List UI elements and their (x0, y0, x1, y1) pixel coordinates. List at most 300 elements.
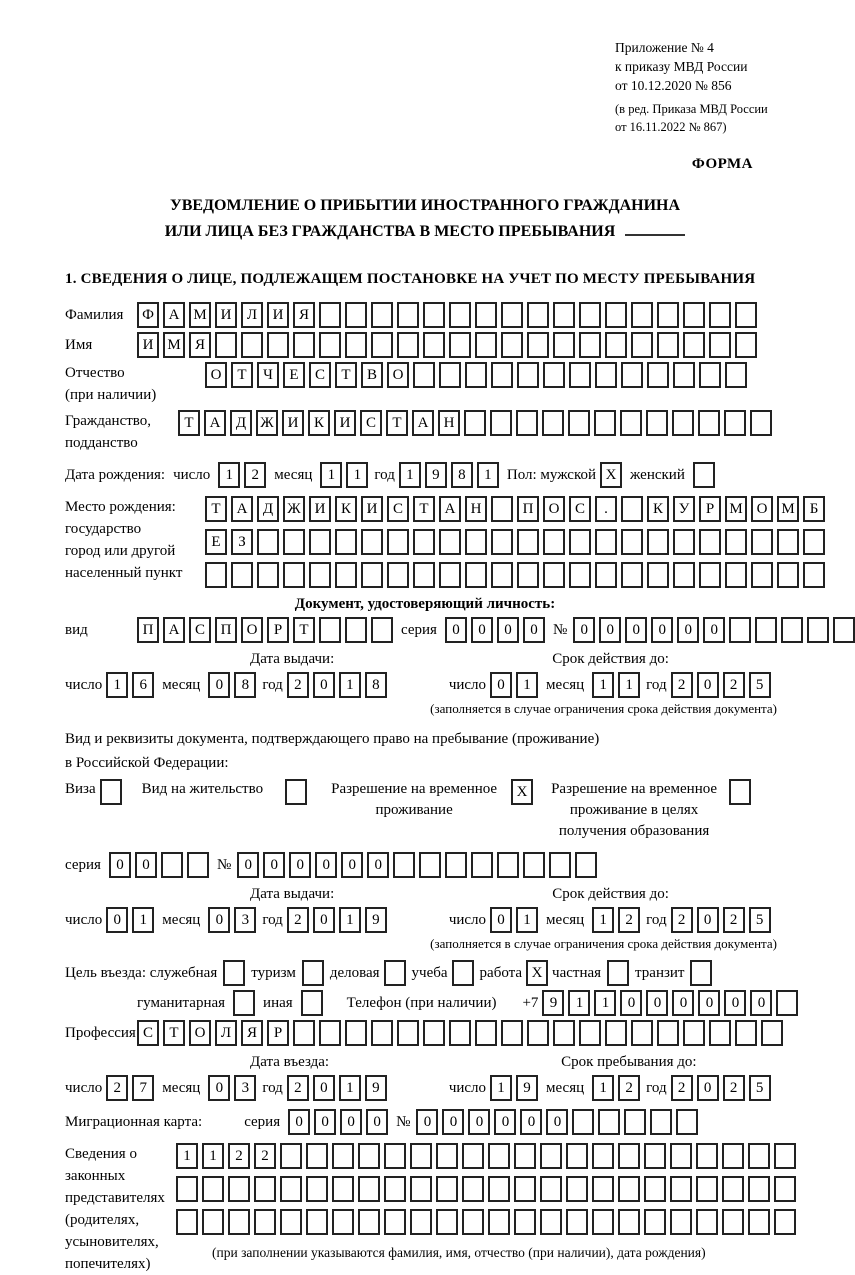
char-cell[interactable]: 1 (339, 907, 361, 933)
char-cell[interactable] (566, 1176, 588, 1202)
char-cell[interactable] (699, 562, 721, 588)
char-cell[interactable] (592, 1143, 614, 1169)
char-cell[interactable]: 3 (234, 1075, 256, 1101)
char-cell[interactable] (696, 1143, 718, 1169)
char-cell[interactable]: Т (293, 617, 315, 643)
char-cell[interactable]: 0 (620, 990, 642, 1016)
char-cell[interactable] (527, 302, 549, 328)
char-cell[interactable] (301, 990, 323, 1016)
char-cell[interactable]: X (511, 779, 533, 805)
char-cell[interactable] (644, 1143, 666, 1169)
char-cell[interactable]: Р (267, 617, 289, 643)
char-cell[interactable]: X (600, 462, 622, 488)
char-cell[interactable]: 0 (471, 617, 493, 643)
char-cell[interactable]: А (231, 496, 253, 522)
char-cell[interactable]: 0 (490, 672, 512, 698)
char-cell[interactable] (750, 410, 772, 436)
char-cell[interactable] (384, 1143, 406, 1169)
char-cell[interactable] (553, 332, 575, 358)
char-cell[interactable] (569, 529, 591, 555)
char-cell[interactable]: Д (257, 496, 279, 522)
char-cell[interactable] (699, 362, 721, 388)
char-cell[interactable] (488, 1143, 510, 1169)
char-cell[interactable] (514, 1176, 536, 1202)
char-cell[interactable] (358, 1143, 380, 1169)
char-cell[interactable] (595, 362, 617, 388)
char-cell[interactable]: 1 (516, 672, 538, 698)
char-cell[interactable]: Т (386, 410, 408, 436)
char-cell[interactable] (488, 1176, 510, 1202)
char-cell[interactable] (748, 1176, 770, 1202)
char-cell[interactable]: А (163, 302, 185, 328)
char-cell[interactable] (631, 332, 653, 358)
char-cell[interactable] (358, 1176, 380, 1202)
char-cell[interactable]: 0 (313, 1075, 335, 1101)
char-cell[interactable]: Т (231, 362, 253, 388)
char-cell[interactable] (267, 332, 289, 358)
char-cell[interactable]: 8 (365, 672, 387, 698)
char-cell[interactable] (187, 852, 209, 878)
char-cell[interactable] (807, 617, 829, 643)
char-cell[interactable]: 2 (254, 1143, 276, 1169)
char-cell[interactable] (683, 1020, 705, 1046)
char-cell[interactable] (774, 1176, 796, 1202)
char-cell[interactable]: 0 (698, 990, 720, 1016)
char-cell[interactable] (436, 1143, 458, 1169)
char-cell[interactable] (517, 362, 539, 388)
char-cell[interactable] (673, 529, 695, 555)
char-cell[interactable]: 1 (339, 672, 361, 698)
char-cell[interactable] (302, 960, 324, 986)
char-cell[interactable] (231, 562, 253, 588)
char-cell[interactable] (491, 362, 513, 388)
char-cell[interactable]: А (439, 496, 461, 522)
char-cell[interactable] (462, 1143, 484, 1169)
char-cell[interactable]: 1 (592, 1075, 614, 1101)
char-cell[interactable]: И (137, 332, 159, 358)
char-cell[interactable] (646, 410, 668, 436)
char-cell[interactable]: 2 (723, 672, 745, 698)
char-cell[interactable] (566, 1143, 588, 1169)
char-cell[interactable] (761, 1020, 783, 1046)
char-cell[interactable] (566, 1209, 588, 1235)
char-cell[interactable] (465, 362, 487, 388)
char-cell[interactable]: 0 (208, 672, 230, 698)
char-cell[interactable]: 0 (313, 672, 335, 698)
char-cell[interactable] (332, 1209, 354, 1235)
char-cell[interactable] (621, 362, 643, 388)
char-cell[interactable]: 0 (677, 617, 699, 643)
char-cell[interactable]: И (334, 410, 356, 436)
char-cell[interactable]: И (309, 496, 331, 522)
char-cell[interactable] (423, 1020, 445, 1046)
char-cell[interactable] (647, 529, 669, 555)
char-cell[interactable]: 1 (592, 672, 614, 698)
char-cell[interactable]: 0 (263, 852, 285, 878)
char-cell[interactable] (471, 852, 493, 878)
char-cell[interactable] (592, 1176, 614, 1202)
char-cell[interactable]: 2 (723, 1075, 745, 1101)
char-cell[interactable]: 0 (651, 617, 673, 643)
char-cell[interactable] (387, 529, 409, 555)
char-cell[interactable] (371, 1020, 393, 1046)
char-cell[interactable] (452, 960, 474, 986)
char-cell[interactable]: Е (283, 362, 305, 388)
char-cell[interactable]: 1 (218, 462, 240, 488)
char-cell[interactable] (618, 1176, 640, 1202)
char-cell[interactable] (319, 617, 341, 643)
char-cell[interactable]: Л (241, 302, 263, 328)
char-cell[interactable]: З (231, 529, 253, 555)
char-cell[interactable] (309, 562, 331, 588)
char-cell[interactable] (491, 562, 513, 588)
char-cell[interactable]: 0 (724, 990, 746, 1016)
char-cell[interactable] (464, 410, 486, 436)
char-cell[interactable]: Ж (256, 410, 278, 436)
char-cell[interactable]: 0 (697, 672, 719, 698)
char-cell[interactable] (280, 1209, 302, 1235)
char-cell[interactable]: Т (178, 410, 200, 436)
char-cell[interactable] (729, 617, 751, 643)
char-cell[interactable]: 0 (523, 617, 545, 643)
char-cell[interactable]: 2 (106, 1075, 128, 1101)
char-cell[interactable]: 2 (287, 907, 309, 933)
char-cell[interactable]: 2 (287, 672, 309, 698)
char-cell[interactable] (722, 1209, 744, 1235)
char-cell[interactable] (439, 529, 461, 555)
char-cell[interactable] (293, 1020, 315, 1046)
char-cell[interactable] (676, 1109, 698, 1135)
char-cell[interactable]: Т (205, 496, 227, 522)
char-cell[interactable] (223, 960, 245, 986)
char-cell[interactable] (523, 852, 545, 878)
char-cell[interactable] (439, 362, 461, 388)
char-cell[interactable] (293, 332, 315, 358)
char-cell[interactable]: 8 (451, 462, 473, 488)
char-cell[interactable] (319, 302, 341, 328)
char-cell[interactable]: С (189, 617, 211, 643)
char-cell[interactable]: Р (699, 496, 721, 522)
char-cell[interactable] (410, 1176, 432, 1202)
char-cell[interactable] (517, 529, 539, 555)
char-cell[interactable]: 7 (132, 1075, 154, 1101)
char-cell[interactable] (751, 529, 773, 555)
char-cell[interactable]: У (673, 496, 695, 522)
char-cell[interactable] (280, 1176, 302, 1202)
char-cell[interactable] (644, 1176, 666, 1202)
char-cell[interactable] (501, 1020, 523, 1046)
char-cell[interactable] (725, 562, 747, 588)
char-cell[interactable] (592, 1209, 614, 1235)
char-cell[interactable] (306, 1176, 328, 1202)
char-cell[interactable]: О (241, 617, 263, 643)
char-cell[interactable] (709, 302, 731, 328)
char-cell[interactable] (748, 1209, 770, 1235)
char-cell[interactable]: О (189, 1020, 211, 1046)
char-cell[interactable] (803, 529, 825, 555)
char-cell[interactable]: В (361, 362, 383, 388)
char-cell[interactable] (384, 1176, 406, 1202)
char-cell[interactable]: 0 (416, 1109, 438, 1135)
char-cell[interactable]: А (412, 410, 434, 436)
char-cell[interactable] (575, 852, 597, 878)
char-cell[interactable] (735, 302, 757, 328)
char-cell[interactable]: М (163, 332, 185, 358)
char-cell[interactable]: 0 (208, 1075, 230, 1101)
char-cell[interactable] (413, 562, 435, 588)
char-cell[interactable] (397, 302, 419, 328)
char-cell[interactable] (241, 332, 263, 358)
char-cell[interactable] (475, 332, 497, 358)
char-cell[interactable] (345, 1020, 367, 1046)
char-cell[interactable] (462, 1176, 484, 1202)
char-cell[interactable] (605, 332, 627, 358)
char-cell[interactable]: 0 (442, 1109, 464, 1135)
char-cell[interactable] (729, 779, 751, 805)
char-cell[interactable]: 1 (594, 990, 616, 1016)
char-cell[interactable] (540, 1209, 562, 1235)
char-cell[interactable]: Т (335, 362, 357, 388)
char-cell[interactable] (543, 529, 565, 555)
char-cell[interactable]: 0 (135, 852, 157, 878)
char-cell[interactable]: 1 (176, 1143, 198, 1169)
char-cell[interactable]: Р (267, 1020, 289, 1046)
char-cell[interactable] (462, 1209, 484, 1235)
char-cell[interactable]: 9 (365, 907, 387, 933)
char-cell[interactable]: И (282, 410, 304, 436)
char-cell[interactable]: 9 (516, 1075, 538, 1101)
char-cell[interactable]: М (777, 496, 799, 522)
char-cell[interactable]: А (204, 410, 226, 436)
char-cell[interactable] (491, 529, 513, 555)
char-cell[interactable]: 0 (573, 617, 595, 643)
char-cell[interactable] (683, 332, 705, 358)
char-cell[interactable] (491, 496, 513, 522)
char-cell[interactable] (228, 1176, 250, 1202)
char-cell[interactable]: 0 (341, 852, 363, 878)
char-cell[interactable] (722, 1143, 744, 1169)
char-cell[interactable]: 1 (346, 462, 368, 488)
char-cell[interactable] (410, 1209, 432, 1235)
char-cell[interactable] (254, 1209, 276, 1235)
char-cell[interactable] (423, 332, 445, 358)
char-cell[interactable]: 1 (592, 907, 614, 933)
char-cell[interactable] (618, 1209, 640, 1235)
char-cell[interactable] (319, 332, 341, 358)
char-cell[interactable] (516, 410, 538, 436)
char-cell[interactable] (594, 410, 616, 436)
char-cell[interactable] (657, 1020, 679, 1046)
char-cell[interactable] (449, 1020, 471, 1046)
char-cell[interactable]: X (526, 960, 548, 986)
char-cell[interactable] (595, 562, 617, 588)
char-cell[interactable] (176, 1176, 198, 1202)
char-cell[interactable] (777, 562, 799, 588)
char-cell[interactable]: 1 (477, 462, 499, 488)
char-cell[interactable] (449, 332, 471, 358)
char-cell[interactable] (202, 1209, 224, 1235)
char-cell[interactable] (361, 529, 383, 555)
char-cell[interactable]: Д (230, 410, 252, 436)
char-cell[interactable]: 0 (546, 1109, 568, 1135)
char-cell[interactable] (345, 617, 367, 643)
char-cell[interactable] (605, 302, 627, 328)
char-cell[interactable]: Я (241, 1020, 263, 1046)
char-cell[interactable] (709, 1020, 731, 1046)
char-cell[interactable] (413, 362, 435, 388)
char-cell[interactable]: 0 (750, 990, 772, 1016)
char-cell[interactable]: С (360, 410, 382, 436)
char-cell[interactable] (673, 562, 695, 588)
char-cell[interactable] (387, 562, 409, 588)
char-cell[interactable] (540, 1176, 562, 1202)
char-cell[interactable]: С (137, 1020, 159, 1046)
char-cell[interactable] (283, 562, 305, 588)
char-cell[interactable]: 0 (106, 907, 128, 933)
char-cell[interactable]: 1 (399, 462, 421, 488)
char-cell[interactable]: 1 (106, 672, 128, 698)
char-cell[interactable]: 0 (599, 617, 621, 643)
char-cell[interactable]: 5 (749, 907, 771, 933)
char-cell[interactable]: И (215, 302, 237, 328)
char-cell[interactable] (670, 1209, 692, 1235)
char-cell[interactable] (698, 410, 720, 436)
char-cell[interactable] (100, 779, 122, 805)
char-cell[interactable] (497, 852, 519, 878)
char-cell[interactable] (631, 302, 653, 328)
char-cell[interactable] (568, 410, 590, 436)
char-cell[interactable] (624, 1109, 646, 1135)
char-cell[interactable] (517, 562, 539, 588)
char-cell[interactable]: 0 (237, 852, 259, 878)
char-cell[interactable] (774, 1209, 796, 1235)
char-cell[interactable] (696, 1209, 718, 1235)
char-cell[interactable] (419, 852, 441, 878)
char-cell[interactable]: 1 (516, 907, 538, 933)
char-cell[interactable] (620, 410, 642, 436)
char-cell[interactable]: Я (293, 302, 315, 328)
char-cell[interactable] (621, 529, 643, 555)
char-cell[interactable] (439, 562, 461, 588)
char-cell[interactable]: 0 (672, 990, 694, 1016)
char-cell[interactable] (644, 1209, 666, 1235)
char-cell[interactable] (254, 1176, 276, 1202)
char-cell[interactable]: И (361, 496, 383, 522)
char-cell[interactable] (657, 332, 679, 358)
char-cell[interactable] (257, 562, 279, 588)
char-cell[interactable] (202, 1176, 224, 1202)
char-cell[interactable]: 0 (289, 852, 311, 878)
char-cell[interactable] (735, 332, 757, 358)
char-cell[interactable] (475, 302, 497, 328)
char-cell[interactable] (361, 562, 383, 588)
char-cell[interactable] (621, 562, 643, 588)
char-cell[interactable]: О (543, 496, 565, 522)
char-cell[interactable]: С (309, 362, 331, 388)
char-cell[interactable]: 2 (671, 1075, 693, 1101)
char-cell[interactable] (722, 1176, 744, 1202)
char-cell[interactable] (306, 1143, 328, 1169)
char-cell[interactable]: 0 (340, 1109, 362, 1135)
char-cell[interactable] (540, 1143, 562, 1169)
char-cell[interactable] (670, 1143, 692, 1169)
char-cell[interactable] (683, 302, 705, 328)
char-cell[interactable] (384, 1209, 406, 1235)
char-cell[interactable] (345, 302, 367, 328)
char-cell[interactable]: П (215, 617, 237, 643)
char-cell[interactable]: М (189, 302, 211, 328)
char-cell[interactable]: Ч (257, 362, 279, 388)
char-cell[interactable] (781, 617, 803, 643)
char-cell[interactable]: 2 (287, 1075, 309, 1101)
char-cell[interactable] (161, 852, 183, 878)
char-cell[interactable] (699, 529, 721, 555)
char-cell[interactable] (572, 1109, 594, 1135)
char-cell[interactable] (285, 779, 307, 805)
char-cell[interactable] (514, 1143, 536, 1169)
char-cell[interactable] (413, 529, 435, 555)
char-cell[interactable]: Ф (137, 302, 159, 328)
char-cell[interactable] (803, 562, 825, 588)
char-cell[interactable]: 6 (132, 672, 154, 698)
char-cell[interactable]: О (205, 362, 227, 388)
char-cell[interactable] (598, 1109, 620, 1135)
char-cell[interactable]: 0 (367, 852, 389, 878)
char-cell[interactable]: 0 (697, 907, 719, 933)
char-cell[interactable] (335, 562, 357, 588)
char-cell[interactable] (384, 960, 406, 986)
char-cell[interactable] (569, 562, 591, 588)
char-cell[interactable]: 0 (625, 617, 647, 643)
char-cell[interactable]: 0 (288, 1109, 310, 1135)
char-cell[interactable] (618, 1143, 640, 1169)
char-cell[interactable] (696, 1176, 718, 1202)
char-cell[interactable]: П (137, 617, 159, 643)
char-cell[interactable] (543, 562, 565, 588)
char-cell[interactable] (527, 1020, 549, 1046)
char-cell[interactable] (436, 1176, 458, 1202)
char-cell[interactable] (501, 332, 523, 358)
char-cell[interactable] (176, 1209, 198, 1235)
char-cell[interactable]: 0 (366, 1109, 388, 1135)
char-cell[interactable]: Т (163, 1020, 185, 1046)
char-cell[interactable] (543, 362, 565, 388)
char-cell[interactable] (553, 302, 575, 328)
char-cell[interactable] (553, 1020, 575, 1046)
char-cell[interactable]: 0 (703, 617, 725, 643)
char-cell[interactable] (725, 529, 747, 555)
char-cell[interactable] (215, 332, 237, 358)
char-cell[interactable]: 2 (671, 907, 693, 933)
char-cell[interactable] (410, 1143, 432, 1169)
char-cell[interactable]: 9 (365, 1075, 387, 1101)
char-cell[interactable]: Н (438, 410, 460, 436)
char-cell[interactable]: 0 (494, 1109, 516, 1135)
char-cell[interactable]: Я (189, 332, 211, 358)
char-cell[interactable] (693, 462, 715, 488)
char-cell[interactable] (283, 529, 305, 555)
char-cell[interactable] (579, 1020, 601, 1046)
char-cell[interactable] (605, 1020, 627, 1046)
char-cell[interactable] (397, 332, 419, 358)
char-cell[interactable]: И (267, 302, 289, 328)
char-cell[interactable]: 5 (749, 672, 771, 698)
char-cell[interactable]: 9 (425, 462, 447, 488)
char-cell[interactable] (777, 529, 799, 555)
char-cell[interactable]: О (751, 496, 773, 522)
char-cell[interactable] (621, 496, 643, 522)
char-cell[interactable] (306, 1209, 328, 1235)
